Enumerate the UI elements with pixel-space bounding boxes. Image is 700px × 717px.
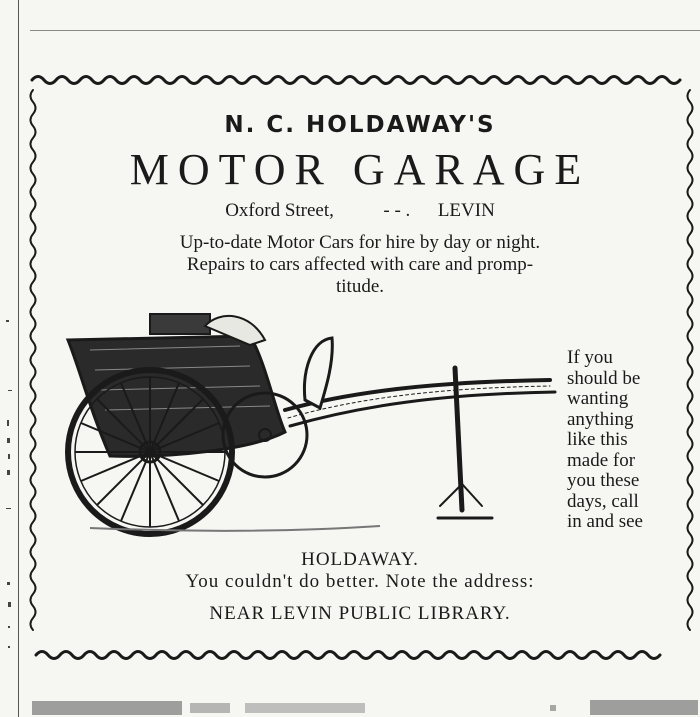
offer-line: should be [567, 367, 641, 389]
address-line [30, 200, 690, 222]
services-line: Up-to-date Motor Cars for hire by day or night. [179, 232, 541, 253]
offer-line: wanting [567, 388, 629, 409]
offer-line: If you [567, 347, 613, 368]
offer-line: made for [567, 449, 636, 471]
footer-smudge [30, 697, 700, 717]
services-description [30, 232, 690, 298]
carriage-illustration [50, 300, 570, 540]
services-line: Repairs to cars affected with care and promp- [186, 254, 534, 275]
left-margin-specks [2, 320, 16, 650]
offer-text [567, 348, 682, 533]
location-line: NEAR LEVIN PUBLIC LIBRARY. [209, 603, 511, 624]
street-name: Oxford Street, [225, 200, 334, 221]
dashboard [304, 338, 332, 408]
advice-line: You couldn't do better. Note the address: [185, 571, 535, 592]
border-bottom [36, 652, 660, 659]
support-stand [438, 368, 492, 518]
services-line: titude. [335, 276, 385, 297]
main-wheel [68, 370, 232, 534]
signature: HOLDAWAY. [301, 549, 419, 570]
offer-line: like this [567, 429, 628, 450]
town-name: LEVIN [437, 200, 495, 221]
separator-dashes: - - . [383, 200, 411, 221]
border-top [32, 77, 680, 84]
offer-line: days, call [567, 490, 639, 512]
offer-line: anything [567, 408, 634, 430]
business-title: MOTOR GARAGE [129, 145, 591, 194]
ground-shadow [90, 526, 380, 531]
proprietor-name: N. C. HOLDAWAY'S [224, 112, 496, 138]
offer-line: you these [567, 470, 640, 491]
offer-line: in and see [567, 511, 643, 532]
